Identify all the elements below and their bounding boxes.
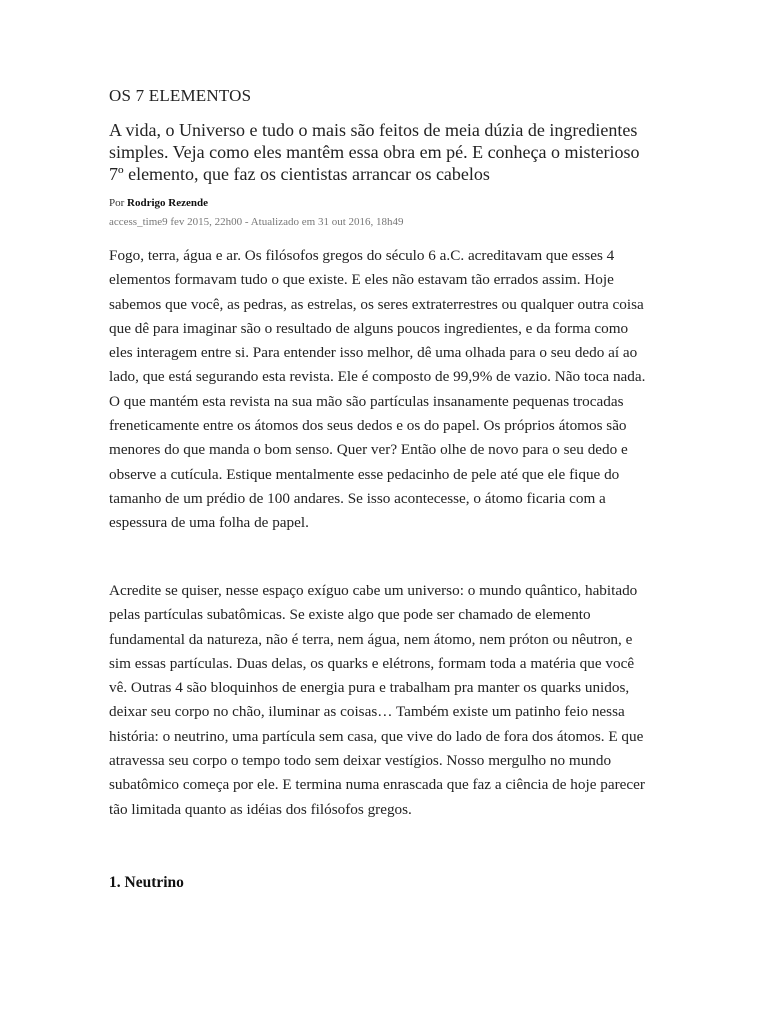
section-heading: 1. Neutrino [109,874,184,891]
paragraph-1: Fogo, terra, água e ar. Os filósofos gregos do século 6 a.C. acreditavam que esses 4 elementos formavam tudo o que existe. E eles não estavam tão errados assim. Hoje sabemos que você, as pedras, as estrelas, os seres extraterrestres ou qualquer outra coisa que dê para imaginar são o resultado de alguns poucos ingredientes, e da forma como eles interagem entre si. Para entender isso melhor, dê uma olhada para o seu dedo aí ao lado, que está segurando esta revista. Ele é composto de 99,9% de vazio. Não toca nada. O que mantém esta revista na sua mão são partículas insanamente pequenas trocadas freneticamente entre os átomos dos seus dedos e os do papel. Os próprios átomos são menores do que manda o bom senso. Quer ver? Então olhe de novo para o seu dedo e observe a cutícula. Estique mentalmente esse pedacinho de pele até que ele fique do tamanho de um prédio de 100 andares. Se isso acontecesse, o átomo ficaria com a espessura de uma folha de papel. [109,247,646,532]
author-name: Rodrigo Rezende [127,197,208,209]
publish-meta: access_time9 fev 2015, 22h00 - Atualizado em 31 out 2016, 18h49 [109,216,404,228]
article-kicker: OS 7 ELEMENTOS [109,86,252,105]
byline [109,197,208,209]
article-headline: A vida, o Universo e tudo o mais são feitos de meia dúzia de ingredientes simples. Veja como eles mantêm essa obra em pé. E conheça o misterioso 7º elemento, que faz os cientistas arrancar os cabelos [109,120,640,184]
byline-prefix: Por [109,197,128,209]
paragraph-2: Acredite se quiser, nesse espaço exíguo cabe um universo: o mundo quântico, habitado pelas partículas subatômicas. Se existe algo que pode ser chamado de elemento fundamental da natureza, não é terra, nem água, nem átomo, nem próton ou nêutron, e sim essas partículas. Duas delas, os quarks e elétrons, formam toda a matéria que você vê. Outras 4 são bloquinhos de energia pura e trabalham pra manter os quarks unidos, deixar seu corpo no chão, iluminar as coisas… Também existe um patinho feio nessa história: o neutrino, uma partícula sem casa, que vive do lado de fora dos átomos. E que atravessa seu corpo o tempo todo sem deixar vestígios. Nosso mergulho no mundo subatômico começa por ele. E termina numa enrascada que faz a ciência de hoje parecer tão limitada quanto as idéias dos filósofos gregos. [109,582,645,818]
